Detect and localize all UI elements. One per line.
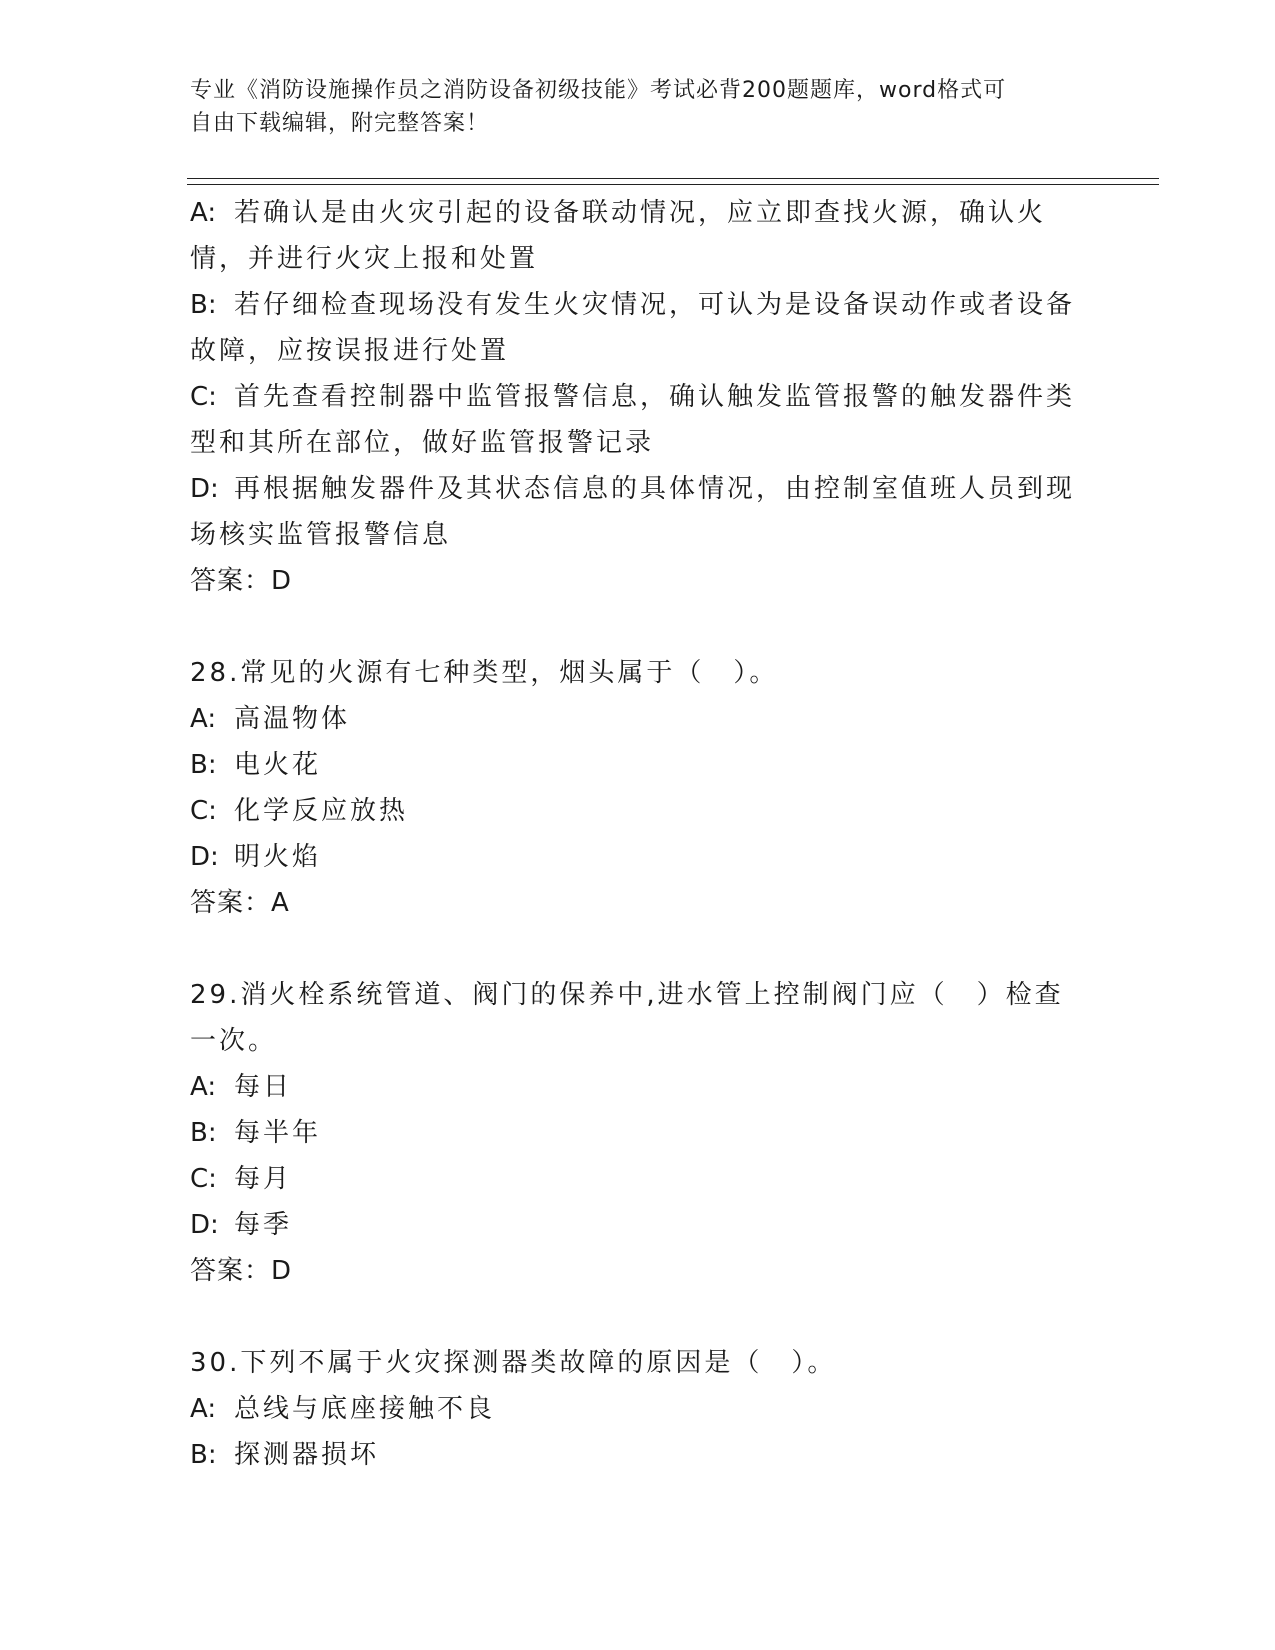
document-header bbox=[190, 74, 1090, 140]
question-title: 29.消火栓系统管道、阀门的保养中,进水管上控制阀门应（ ）检查一次。 bbox=[190, 980, 1064, 1056]
option-text: 电火花 bbox=[234, 750, 322, 780]
option-text: 若确认是由火灾引起的设备联动情况，应立即查找火源，确认火情，并进行火灾上报和处置 bbox=[190, 198, 1047, 274]
option-text: 再根据触发器件及其状态信息的具体情况，由控制室值班人员到现场核实监管报警信息 bbox=[190, 474, 1076, 550]
option-text: 若仔细检查现场没有发生火灾情况，可认为是设备误动作或者设备故障，应按误报进行处置 bbox=[190, 290, 1076, 366]
option-text: 首先查看控制器中监管报警信息，确认触发监管报警的触发器件类型和其所在部位，做好监管报警记录 bbox=[190, 382, 1076, 458]
option-text: 明火焰 bbox=[234, 842, 322, 872]
option-c: C: 化学反应放热 bbox=[190, 796, 409, 826]
header-rule-bottom bbox=[187, 184, 1159, 185]
option-b: B: 电火花 bbox=[190, 750, 322, 780]
option-c: C: 首先查看控制器中监管报警信息，确认触发监管报警的触发器件类型和其所在部位，做好监管报警记录 bbox=[190, 382, 1076, 458]
question-list bbox=[190, 190, 1090, 1478]
answer: 答案：D bbox=[190, 566, 293, 596]
option-a: A: 总线与底座接触不良 bbox=[190, 1394, 496, 1424]
option-text: 高温物体 bbox=[234, 704, 351, 734]
header-line-1: 专业《消防设施操作员之消防设备初级技能》考试必背200题题库，word格式可 bbox=[190, 78, 1007, 103]
question-29 bbox=[190, 972, 1090, 1294]
question-title: 30.下列不属于火灾探测器类故障的原因是（ ）。 bbox=[190, 1348, 837, 1378]
option-b: B: 每半年 bbox=[190, 1118, 322, 1148]
question-30 bbox=[190, 1340, 1090, 1478]
option-text: 每日 bbox=[234, 1072, 293, 1102]
option-text: 每月 bbox=[234, 1164, 293, 1194]
option-d: D: 明火焰 bbox=[190, 842, 322, 872]
question-title: 28.常见的火源有七种类型，烟头属于（ ）。 bbox=[190, 658, 779, 688]
header-line-2: 自由下载编辑，附完整答案！ bbox=[190, 111, 490, 136]
answer: 答案：D bbox=[190, 1256, 293, 1286]
option-text: 每半年 bbox=[234, 1118, 322, 1148]
option-b: B: 若仔细检查现场没有发生火灾情况，可认为是设备误动作或者设备故障，应按误报进行处置 bbox=[190, 290, 1076, 366]
option-text: 探测器损坏 bbox=[234, 1440, 380, 1470]
option-a: A: 每日 bbox=[190, 1072, 293, 1102]
answer: 答案：A bbox=[190, 888, 290, 918]
question-28 bbox=[190, 650, 1090, 926]
option-d: D: 再根据触发器件及其状态信息的具体情况，由控制室值班人员到现场核实监管报警信息 bbox=[190, 474, 1076, 550]
option-text: 化学反应放热 bbox=[234, 796, 409, 826]
option-text: 总线与底座接触不良 bbox=[234, 1394, 496, 1424]
option-b: B: 探测器损坏 bbox=[190, 1440, 380, 1470]
header-rule-top bbox=[187, 178, 1159, 179]
question-27 bbox=[190, 190, 1090, 604]
option-a: A: 若确认是由火灾引起的设备联动情况，应立即查找火源，确认火情，并进行火灾上报和处置 bbox=[190, 198, 1047, 274]
option-c: C: 每月 bbox=[190, 1164, 293, 1194]
option-a: A: 高温物体 bbox=[190, 704, 351, 734]
option-d: D: 每季 bbox=[190, 1210, 293, 1240]
option-text: 每季 bbox=[234, 1210, 293, 1240]
